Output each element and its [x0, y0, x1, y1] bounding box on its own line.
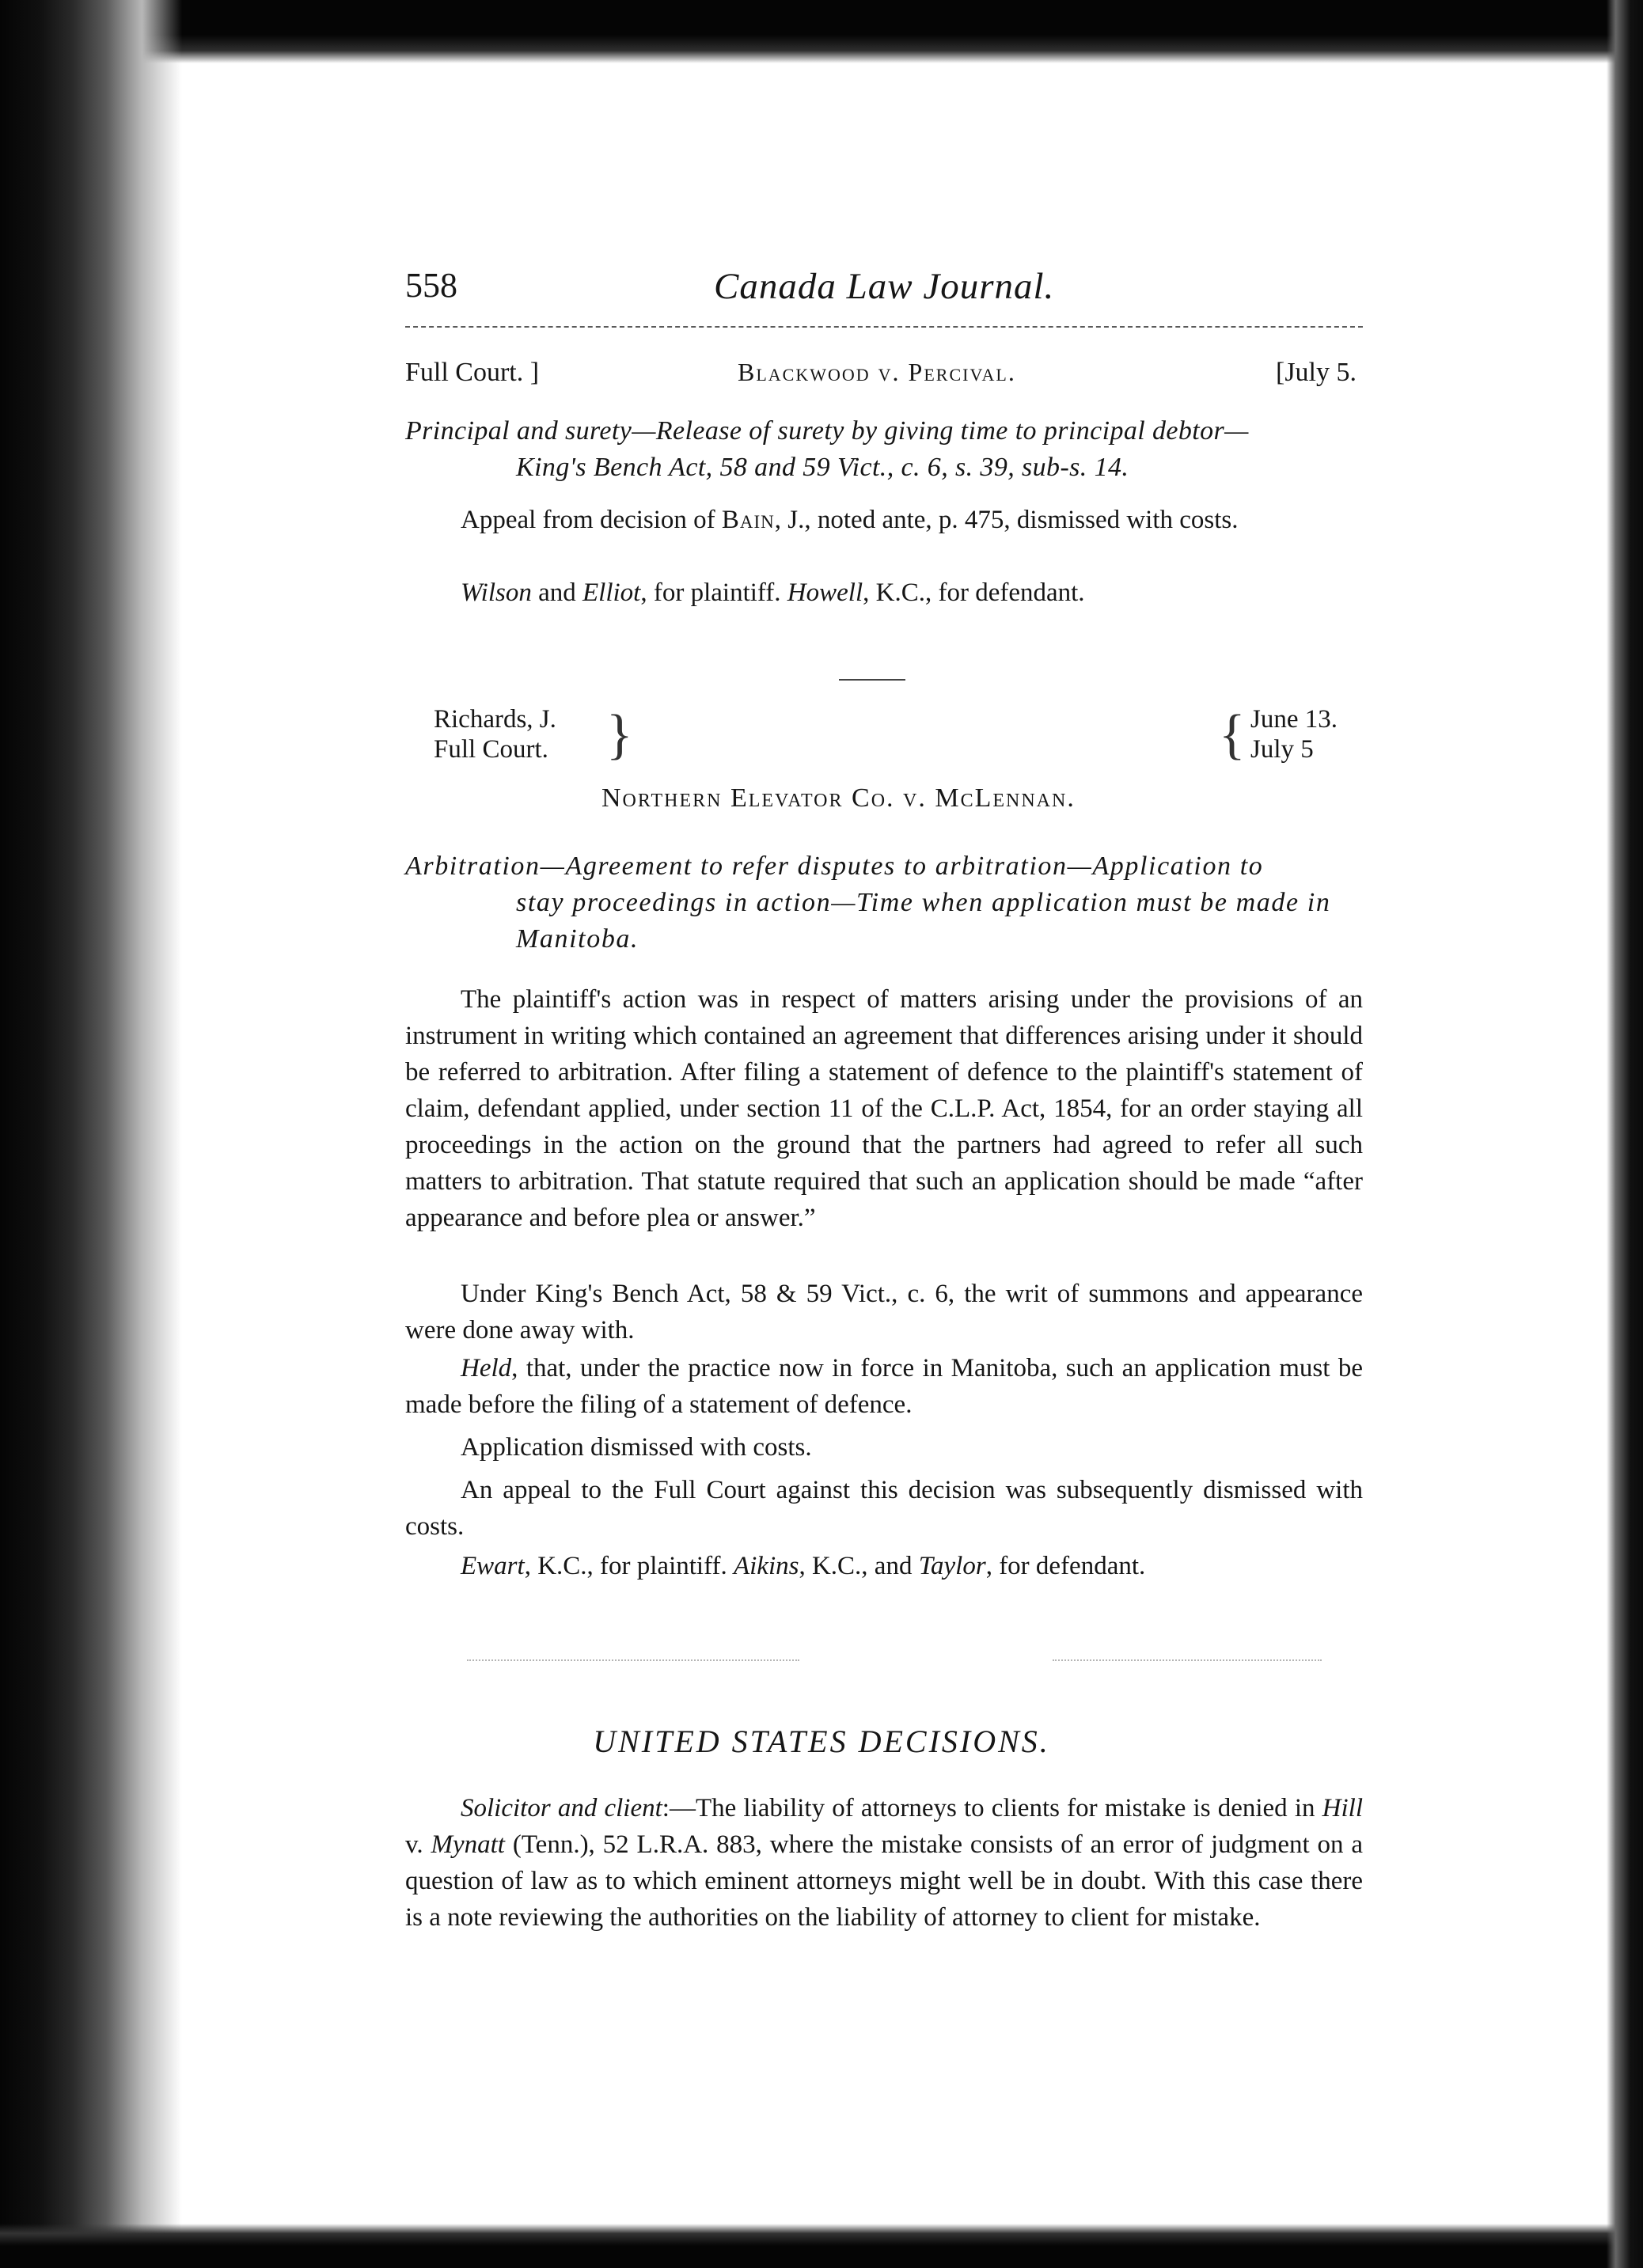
- section-title: UNITED STATES DECISIONS.: [593, 1724, 1050, 1759]
- case-2-name: Northern Elevator Co. v. McLennan.: [601, 783, 1076, 813]
- case-separator-rule: [839, 679, 905, 681]
- case-2-paragraph-2: Under King's Bench Act, 58 & 59 Vict., c. 6, the writ of summons and appearance were done away with.: [405, 1280, 1363, 1344]
- scan-edge-bottom: [0, 2224, 1643, 2268]
- judge-line: Richards, J.: [434, 705, 556, 734]
- judge-line: Full Court.: [434, 735, 548, 764]
- page-number: 558: [405, 266, 457, 305]
- faint-rule-left: [467, 1659, 799, 1661]
- case-1-heading: [405, 358, 1363, 393]
- case-2-paragraph-held: Held, that, under the practice now in force in Manitoba, such an application must be made before the filing of a statement of defence.: [405, 1354, 1363, 1419]
- date-line: July 5: [1250, 735, 1314, 764]
- header-rule: [405, 326, 1363, 328]
- brace-left: }: [606, 704, 633, 765]
- case-1-catchline: [405, 413, 1363, 486]
- case-1-court: Full Court. ]: [405, 358, 540, 387]
- case-2-counsel: Ewart, K.C., for plaintiff. Aikins, K.C., and Taylor, for defendant.: [461, 1552, 1146, 1580]
- scan-edge-right: [1607, 0, 1643, 2268]
- catchline-line: King's Bench Act, 58 and 59 Vict., c. 6, s. 39, sub-s. 14.: [516, 453, 1129, 482]
- case-1-appeal-paragraph: Appeal from decision of Bain, J., noted ante, p. 475, dismissed with costs.: [461, 506, 1239, 534]
- case-2-catchline: [405, 848, 1363, 958]
- section-paragraph: Solicitor and client:—The liability of attorneys to clients for mistake is denied in Hill v. Mynatt (Tenn.), 52 L.R.A. 883, where the mistake consists of an error of judgment on a question of law as to which eminent attorneys might well be in doubt. With this case there is a note reviewing the authorities on the liability of attorney to client for mistake.: [405, 1794, 1364, 1932]
- scan-edge-top: [0, 0, 1643, 63]
- case-1-counsel: Wilson and Elliot, for plaintiff. Howell, K.C., for defendant.: [461, 578, 1085, 607]
- catchline-line: stay proceedings in action—Time when application must be made in: [516, 888, 1331, 917]
- scan-edge-left: [0, 0, 182, 2268]
- judge-name: Bain: [721, 506, 775, 534]
- case-2-paragraph-1: The plaintiff's action was in respect of matters arising under the provisions of an instrument in writing which contained an agreement that differences arising under it should be referred to arbitration. After filing a statement of defence to the plaintiff's statement of claim, defendant applied, under section 11 of the C.L.P. Act, 1854, for an order staying all proceedings in the action on the ground that the partners had agreed to refer all such matters to arbitration. That statute required that such an application should be made “after appearance and before plea or answer.”: [405, 985, 1363, 1232]
- brace-right: {: [1219, 704, 1246, 765]
- case-1-name: Blackwood v. Percival.: [738, 358, 1016, 386]
- date-line: June 13.: [1250, 705, 1338, 734]
- case-2-paragraph-4: Application dismissed with costs.: [461, 1433, 812, 1462]
- catchline-line: Manitoba.: [516, 924, 639, 954]
- journal-title: Canada Law Journal.: [714, 266, 1055, 307]
- case-1-date: [July 5.: [1276, 358, 1357, 387]
- case-2-dates: [1219, 704, 1369, 764]
- case-2-judges: [434, 704, 633, 765]
- faint-rule-right: [1053, 1659, 1322, 1661]
- case-2-paragraph-5: An appeal to the Full Court against this decision was subsequently dismissed with costs.: [405, 1476, 1363, 1541]
- running-head: [405, 265, 1363, 313]
- catchline-line: Arbitration—Agreement to refer disputes to arbitration—Application to: [405, 851, 1264, 881]
- catchline-line: Principal and surety—Release of surety by giving time to principal debtor—: [405, 416, 1249, 446]
